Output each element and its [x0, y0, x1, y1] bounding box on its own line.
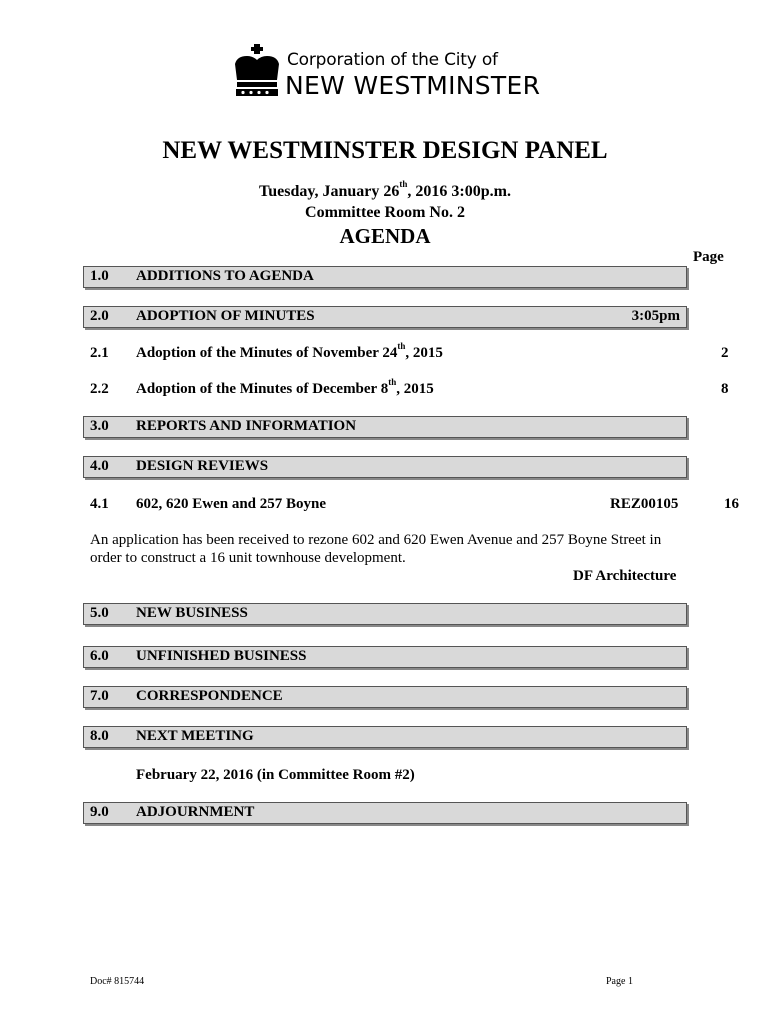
applicant-name: DF Architecture	[573, 568, 677, 584]
item-page: 2	[721, 345, 729, 361]
section-label: UNFINISHED BUSINESS	[136, 648, 307, 664]
section-number: 3.0	[90, 418, 109, 434]
meeting-room: Committee Room No. 2	[305, 204, 465, 221]
section-number: 1.0	[90, 268, 109, 284]
agenda-item-4-1	[0, 496, 770, 516]
meeting-date-prefix: Tuesday, January 26	[259, 183, 400, 200]
agenda-item-2-2	[0, 377, 770, 401]
agenda-item-2-1	[0, 341, 770, 365]
section-label: ADJOURNMENT	[136, 804, 255, 820]
section-next-meeting	[83, 726, 687, 748]
item-label-year: , 2015	[396, 381, 434, 397]
item-label-sup: th	[397, 341, 406, 351]
section-number: 8.0	[90, 728, 109, 744]
section-new-business	[83, 603, 687, 625]
meeting-date-sup: th	[399, 179, 408, 189]
section-label: REPORTS AND INFORMATION	[136, 418, 357, 434]
meeting-date-suffix: , 2016 3:00p.m.	[407, 183, 511, 200]
section-correspondence	[83, 686, 687, 708]
item-number: 2.2	[90, 381, 109, 397]
item-page: 8	[721, 381, 729, 397]
footer-doc-number: Doc# 815744	[90, 976, 145, 987]
application-description: An application has been received to rezone 602 and 620 Ewen Avenue and 257 Boyne Street in order to construct a 16 unit townhouse development.	[90, 532, 662, 566]
section-unfinished-business	[83, 646, 687, 668]
item-label: 602, 620 Ewen and 257 Boyne	[136, 496, 327, 512]
section-number: 4.0	[90, 458, 109, 474]
section-number: 9.0	[90, 804, 109, 820]
section-label: NEXT MEETING	[136, 728, 254, 744]
item-number: 2.1	[90, 345, 109, 361]
section-adjournment	[83, 802, 687, 824]
item-label-sup: th	[388, 377, 397, 387]
section-label: CORRESPONDENCE	[136, 688, 283, 704]
section-additions	[83, 266, 687, 288]
section-number: 2.0	[90, 308, 109, 324]
item-label	[136, 377, 434, 398]
logo-line2: NEW WESTMINSTER	[285, 71, 541, 100]
section-label: NEW BUSINESS	[136, 605, 248, 621]
section-label: ADDITIONS TO AGENDA	[136, 268, 314, 284]
item-page: 16	[724, 496, 739, 512]
section-time: 3:05pm	[631, 308, 680, 324]
footer-page-number: Page 1	[606, 976, 633, 987]
item-number: 4.1	[90, 496, 109, 512]
section-label: DESIGN REVIEWS	[136, 458, 269, 474]
item-label	[136, 341, 443, 362]
section-number: 6.0	[90, 648, 109, 664]
section-number: 7.0	[90, 688, 109, 704]
meeting-date	[0, 179, 770, 201]
document-title: NEW WESTMINSTER DESIGN PANEL	[162, 137, 608, 164]
item-label-text: Adoption of the Minutes of December 8	[136, 381, 389, 397]
next-meeting-date: February 22, 2016 (in Committee Room #2)	[136, 767, 415, 783]
section-adoption-of-minutes	[83, 306, 687, 328]
city-logo	[233, 44, 543, 100]
item-label-text: Adoption of the Minutes of November 24	[136, 345, 398, 361]
section-number: 5.0	[90, 605, 109, 621]
item-label-year: , 2015	[405, 345, 443, 361]
agenda-heading: AGENDA	[339, 224, 431, 248]
item-reference: REZ00105	[610, 496, 679, 512]
section-design-reviews	[83, 456, 687, 478]
crown-icon	[233, 44, 283, 100]
section-label: ADOPTION OF MINUTES	[136, 308, 315, 324]
logo-line1: Corporation of the City of	[287, 50, 498, 70]
page-column-header: Page	[693, 249, 724, 265]
section-reports	[83, 416, 687, 438]
